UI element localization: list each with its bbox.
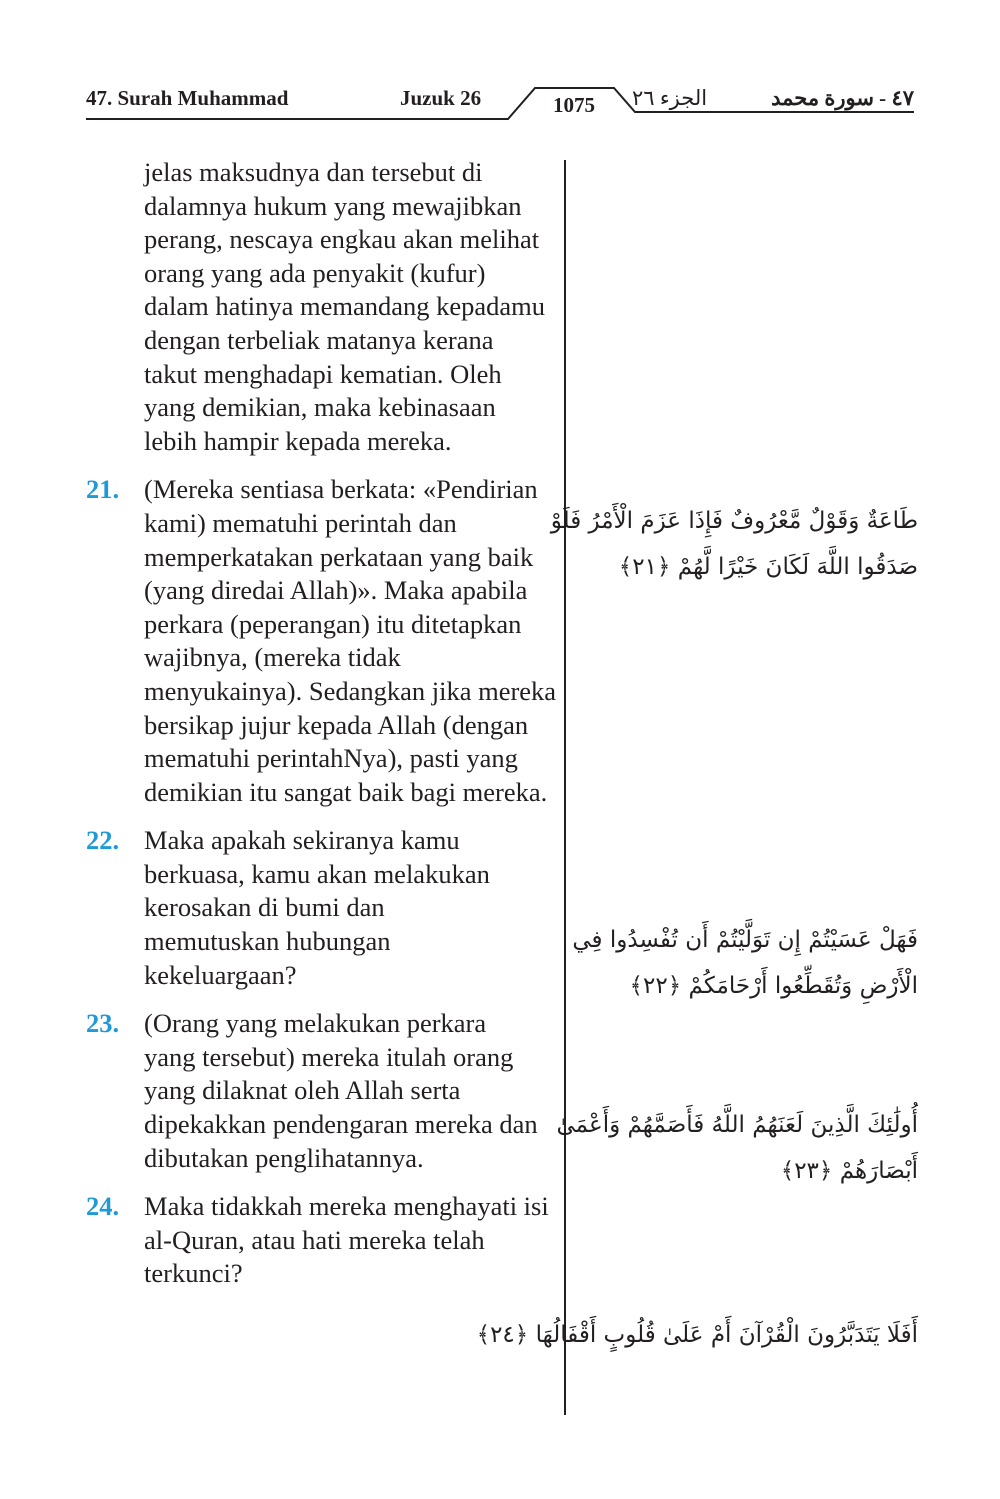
arabic-verse-21 xyxy=(550,498,918,590)
verse-text: jelas maksudnya dan tersebut di dalamnya hukum yang mewajibkan perang, nescaya engkau akan melihat orang yang ada penyakit (kufur) dalam hatinya memandang kepadamu dengan terbeliak matanya kerana takut menghadapi kematian. Oleh yang demikian, maka kebinasaan lebih hampir kepada mereka. xyxy=(144,157,546,456)
surah-title-arabic: ٤٧ - سورة محمد xyxy=(771,86,914,110)
verse-21 xyxy=(86,473,558,809)
arabic-line: صَدَقُوا اللَّهَ لَكَانَ خَيْرًا لَّهُمْ ﴿٢١﴾ xyxy=(618,554,918,580)
verse-number: 23. xyxy=(86,1008,120,1039)
arabic-line: الْأَرْضِ وَتُقَطِّعُوا أَرْحَامَكُمْ ﴿٢٢﴾ xyxy=(629,973,918,999)
verse-number: 21. xyxy=(86,474,120,505)
juz-label-latin: Juzuk 26 xyxy=(400,86,482,110)
verse-22 xyxy=(86,824,494,992)
verse-continuation xyxy=(86,156,548,458)
juz-label-arabic: الجزء ٢٦ xyxy=(632,86,708,110)
arabic-line: أَبْصَارَهُمْ ﴿٢٣﴾ xyxy=(780,1158,918,1184)
verse-text: (Mereka sentiasa berkata: «Pendirian kami) mematuhi perintah dan memperkatakan perkataan yang baik (yang diredai Allah)». Maka apabila perkara (peperangan) itu ditetapkan wajibnya, (mereka tidak menyukainya). Sedangkan jika mereka bersikap jujur kepada Allah (dengan mematuhi perintahNya), pasti yang demikian itu sangat baik bagi mereka. xyxy=(144,474,557,807)
page-header xyxy=(86,84,914,124)
surah-title-latin: 47. Surah Muhammad xyxy=(86,86,289,110)
arabic-line: أُولَٰئِكَ الَّذِينَ لَعَنَهُمُ اللَّهُ فَأَصَمَّهُمْ وَأَعْمَىٰ xyxy=(556,1112,918,1138)
arabic-verse-22 xyxy=(572,917,918,1009)
arabic-line: أَفَلَا يَتَدَبَّرُونَ الْقُرْآنَ أَمْ عَلَىٰ قُلُوبٍ أَقْفَالُهَا ﴿٢٤﴾ xyxy=(476,1322,918,1348)
arabic-line: فَهَلْ عَسَيْتُمْ إِن تَوَلَّيْتُمْ أَن تُفْسِدُوا فِي xyxy=(572,927,918,953)
verse-number: 24. xyxy=(86,1191,120,1222)
column-divider xyxy=(564,160,566,1415)
arabic-verse-23 xyxy=(556,1102,918,1194)
arabic-verse-24 xyxy=(476,1312,918,1358)
verse-23 xyxy=(86,1007,538,1175)
verse-text: Maka tidakkah mereka menghayati isi al-Quran, atau hati mereka telah terkunci? xyxy=(144,1191,549,1289)
verse-text: (Orang yang melakukan perkara yang tersebut) mereka itulah orang yang dilaknat oleh Allah serta dipekakkan pendengaran mereka dan dibutakan penglihatannya. xyxy=(144,1008,538,1173)
translation-column xyxy=(86,156,564,1291)
verse-text: Maka apakah sekiranya kamu berkuasa, kamu akan melakukan kerosakan di bumi dan memutuskan hubungan kekeluargaan? xyxy=(144,825,490,990)
page-number: 1075 xyxy=(553,93,595,117)
verse-24 xyxy=(86,1190,558,1291)
verse-number: 22. xyxy=(86,825,120,856)
arabic-line: طَاعَةٌ وَقَوْلٌ مَّعْرُوفٌ فَإِذَا عَزَمَ الْأَمْرُ فَلَوْ xyxy=(550,508,918,534)
